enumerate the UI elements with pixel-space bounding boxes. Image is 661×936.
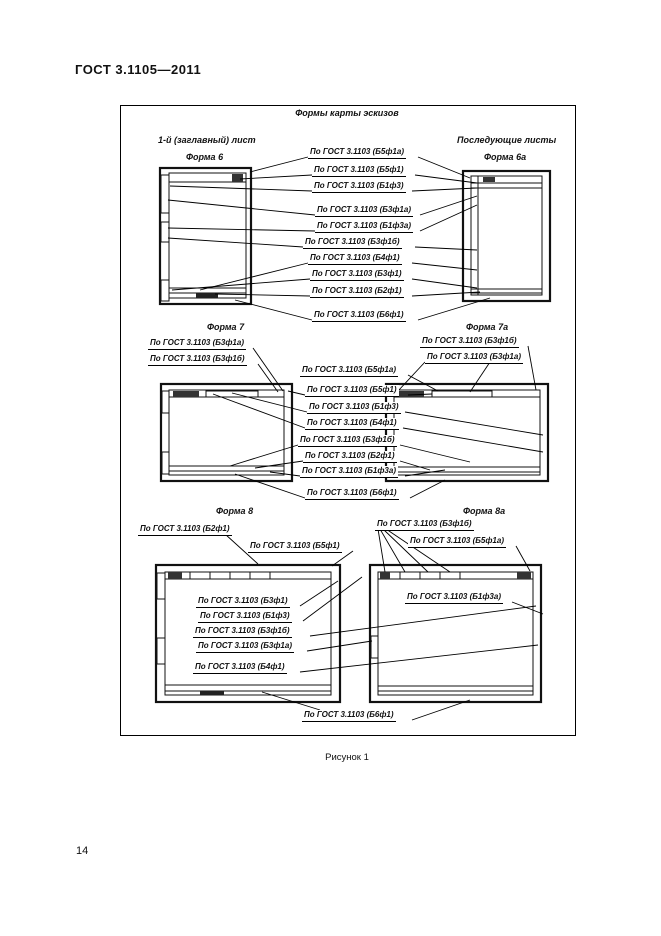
gost-ref-label: По ГОСТ 3.1103 (Б3ф1а) [425,352,523,364]
gost-ref-label: По ГОСТ 3.1103 (Б3ф1б) [298,435,397,447]
gost-ref-label: По ГОСТ 3.1103 (Б3ф1б) [193,626,292,638]
gost-ref-label: По ГОСТ 3.1103 (Б5ф1) [248,541,342,553]
gost-ref-label: По ГОСТ 3.1103 (Б4ф1) [308,253,402,265]
form-6a-label: Форма 6а [484,152,527,162]
gost-ref-label: По ГОСТ 3.1103 (Б3ф1а) [315,205,413,217]
form-6a-drawing [463,171,550,301]
gost-ref-label: По ГОСТ 3.1103 (Б3ф1) [310,269,404,281]
form-8a-drawing [370,565,541,702]
gost-ref-label: По ГОСТ 3.1103 (Б6ф1) [312,310,406,322]
gost-ref-label: По ГОСТ 3.1103 (Б3ф1б) [375,519,474,531]
gost-ref-label: По ГОСТ 3.1103 (Б4ф1) [193,662,287,674]
gost-ref-label: По ГОСТ 3.1103 (Б3ф1б) [303,237,402,249]
gost-ref-label: По ГОСТ 3.1103 (Б3ф1а) [196,641,294,653]
figure-title: Формы карты эскизов [295,108,399,118]
gost-ref-label: По ГОСТ 3.1103 (Б3ф1а) [148,338,246,350]
gost-ref-label: По ГОСТ 3.1103 (Б2ф1) [303,451,397,463]
form-8-label: Форма 8 [216,506,254,516]
form-7-label: Форма 7 [207,322,245,332]
gost-ref-label: По ГОСТ 3.1103 (Б3ф1) [196,596,290,608]
gost-ref-label: По ГОСТ 3.1103 (Б3ф1б) [148,354,247,366]
gost-ref-label: По ГОСТ 3.1103 (Б1ф3) [198,611,292,623]
gost-ref-label: По ГОСТ 3.1103 (Б3ф1б) [420,336,519,348]
gost-ref-label: По ГОСТ 3.1103 (Б5ф1) [312,165,406,177]
gost-ref-label: По ГОСТ 3.1103 (Б5ф1а) [300,365,398,377]
gost-ref-label: По ГОСТ 3.1103 (Б4ф1) [305,418,399,430]
section1-left-heading: 1-й (заглавный) лист [158,135,256,145]
form-7a-drawing [386,384,548,481]
gost-ref-label: По ГОСТ 3.1103 (Б5ф1а) [408,536,506,548]
gost-ref-label: По ГОСТ 3.1103 (Б5ф1) [305,385,399,397]
gost-ref-label: По ГОСТ 3.1103 (Б1ф3а) [405,592,503,604]
section1-right-heading: Последующие листы [457,135,557,145]
gost-ref-label: По ГОСТ 3.1103 (Б6ф1) [302,710,396,722]
form-7a-label: Форма 7а [466,322,509,332]
form-6-label: Форма 6 [186,152,224,162]
gost-ref-label: По ГОСТ 3.1103 (Б1ф3а) [300,466,398,478]
form-8a-label: Форма 8а [463,506,506,516]
gost-ref-label: По ГОСТ 3.1103 (Б6ф1) [305,488,399,500]
gost-ref-label: По ГОСТ 3.1103 (Б1ф3) [307,402,401,414]
gost-ref-label: По ГОСТ 3.1103 (Б2ф1) [138,524,232,536]
gost-ref-label: По ГОСТ 3.1103 (Б2ф1) [310,286,404,298]
figure-caption: Рисунок 1 [325,752,369,763]
page-header: ГОСТ 3.1105—2011 [75,62,202,77]
gost-ref-label: По ГОСТ 3.1103 (Б5ф1а) [308,147,406,159]
gost-ref-label: По ГОСТ 3.1103 (Б1ф3а) [315,221,413,233]
gost-ref-label: По ГОСТ 3.1103 (Б1ф3) [312,181,406,193]
page-number: 14 [76,845,89,857]
